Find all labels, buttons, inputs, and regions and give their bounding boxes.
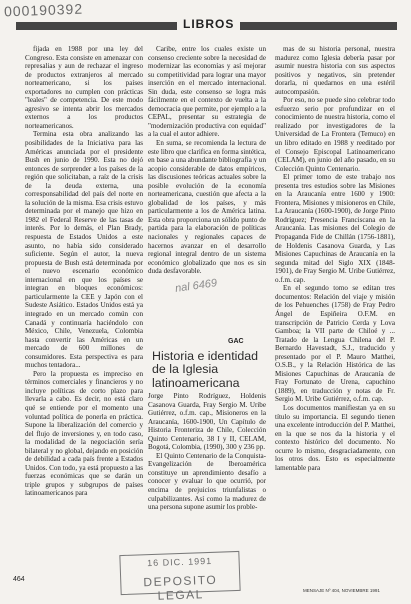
- column-1: [25, 45, 143, 593]
- page-number: 464: [13, 576, 25, 583]
- column-3-paragraph-5: Los documentos manifiestan ya en su título su importancia. El segundo tienen una excelente introducción del P. Matthei, en la que se nos da la historia y el contexto histórico del documento. No ocurre lo mismo, desgraciadamente, con los otros dos. Esto es especialmente lamentable para: [275, 403, 395, 472]
- column-1-paragraph-2: Termina esta obra analizando las posibilidades de la Iniciativa para las Américas anunciada por el presidente Bush en junio de 1990. Esta no dejó entonces de sorprender a los países de la región que solicitaban, a raíz de la crisis de la deuda externa, una corresponsabilidad del país del norte en la solución de la misma. Esa crisis estuvo determinada por el manejo que hizo en 1982 el Federal Reserve de las tasas de interés. Por lo demás, el Plan Brady, respuesta de Estados Unidos a este asunto, no había sido considerado suficiente. Según el autor, la nueva propuesta de Bush está determinada por el nuevo escenario económico internacional en que los países se integran en bloques económicos: particularmente la CEE y Japón con el Sudeste Asiático. Estados Unidos está ya integrado en un mercado común con Canadá y continuaría haciéndolo con México, Chile, Venezuela, Colombia hasta convertir las Américas en un mercado de 600 millones de consumidores. Esta perspectiva es para muchos tentadora...: [25, 130, 143, 370]
- deposit-stamp: [119, 551, 240, 603]
- stamp-date: 16 DIC. 1991: [146, 555, 213, 569]
- column-2: [148, 45, 266, 335]
- column-3-paragraph-4: En el segundo tomo se editan tres documentos: Relación del viaje y misión de los Pehuenches (1758) de Fray Pedro Ángel de Espiñeira O.F.M. en transcripción de Patricio Cerda y Lova Gamboa; la VII parte de Chiloé y ... Tratado de la Lengua Chilena del P. Bernardo Havestadt, S.J., traducido y presentado por el P. Mauro Matthei, O.S.B., y la Relación Histórica de las Misiones Capuchinas de Araucanía de Fray Fortunato de Urena, capuchino (1889), en traducción y notas de Fr. Sergio M. Uribe Gutiérrez, o.f.m. cap.: [275, 284, 395, 404]
- review-paragraph: El Quinto Centenario de la Conquista-Evangelización de Iberoamérica constituye un aprendimiento desafío a conocer y evaluar lo que ocurrió, por encima de prejuicios triunfalistas o culpabilizantes. Así como la madurez de una persona supone asumir los proble-: [148, 451, 266, 512]
- signature-initials: GAC: [228, 338, 244, 345]
- column-1-paragraph-1: fijada en 1988 por una ley del Congreso. Esta consiste en amenazar con represalias y aun de rechazar el ingreso de productos extranjeros al mercado norteamericano, si los países exportadores no cumplen con prácticas "leales" de competencia. De este modo agresivo se intenta abrir los mercados externos a los productos norteamericanos.: [25, 45, 143, 130]
- column-3-paragraph-3: El primer tomo de este trabajo nos presenta tres estudios sobre las Misiones en la Araucanía entre 1600 y 1900: Frontera, Misiones y misioneros en Chile, La Araucanía (1600-1900), de Jorge Pinto Rodríguez; Presencia Franciscana en la Araucanía. Las misiones del Colegio de Propaganda Fide de Chillán (1756-1881), de Holdenis Casanova Guarda, y Las Misiones Capuchinas de Araucanía en la segunda mitad del Siglo XIX (1848-1901), de Fray Sergio M. Uribe Gutiérrez, o.f.m. cap.: [275, 173, 395, 284]
- review-title: Historia e identidad de la Iglesia latinoamericana: [152, 349, 259, 390]
- section-label: LIBROS: [177, 17, 240, 31]
- column-2-paragraph-2: En suma, se recomienda la lectura de este libro que clarifica en forma sintética, en base a una abundante bibliografía y un acopio considerable de datos empíricos, las discusiones teóricas actuales sobre la posible evolución de la economía norteamericana, cuestión que afecta a la globalidad de los países, y más particularmente a los de América latina. Esta obra proporciona un sólido punto de partida para la elaboración de políticas nacionales y regionales capaces de hacernos avanzar en el desarrollo regional integral dentro de un sistema económico globalizado que nos es sin duda desfavorable.: [148, 139, 266, 276]
- journal-footer: MENSAJE Nº 404, NOVIEMBRE 1991: [303, 588, 380, 593]
- column-1-paragraph-3: Pero la propuesta es impreciso en términos comerciales y financieros y no incluye políticas de corto plazo para llevarla a cabo. Es decir, no está claro qué se entiende por el momento una voluntad política de ponerla en práctica. Supone la liberalización del comercio y del flujo de inversiones y, en todo caso, la modalidad de la negociación sería bilateral y no global, dejando en posición de debilidad a cada país frente a Estados Unidos. Con todo, ya está propuesto a las fuerzas económicas que se darán un triple grupos y subgrupos de países latinoamericanos para: [25, 369, 143, 498]
- column-3-paragraph-2: Por eso, no se puede sino celebrar todo esfuerzo serio por profundizar en el conocimiento de nuestra historia, como el realizado por investigadores de la Universidad de La Frontera (Temuco) en un libro editado en 1988 y reeditado por el Consejo Episcopal Latinoamericano (CELAM), en junio del año pasado, en su Colección Quinto Centenario.: [275, 96, 395, 173]
- stamp-label: DEPOSITO LEGAL: [143, 572, 218, 603]
- handwritten-note: nal 6469: [174, 277, 218, 295]
- review-reference: Jorge Pinto Rodríguez, Holdenis Casanova Guarda, Fray Sergio M. Uribe Gutiérrez, o.f.m. cap., Misioneros en la Araucanía, 1600-1900, Un Capítulo de Historia Fronteriza de Chile, Colección Quinto Centenario, 38 I y II, CELAM, Bogotá, Colombia, (1990), 300 y 236 pp.: [148, 392, 266, 452]
- catalog-number: 000190392: [3, 0, 84, 20]
- column-2-paragraph-1: Caribe, entre los cuales existe un consenso creciente sobre la necesidad de modernizar las economías y así mejorar su competitividad para lograr una mayor inserción en el mercado internacional. Sin duda, este consenso se logra más fácilmente en el contexto de vuelta a la democracia que permite, por ejemplo a la CEPAL, presentar su estrategia de "modernización productiva con equidad" a la cual el autor adhiere.: [148, 45, 266, 139]
- column-3-paragraph-1: mas de su historia personal, nuestra madurez como Iglesia debería pasar por asumir nuestra historia con sus aspectos positivos y negativos, sin pretender dorarla, ni quedarnos en una estéril autocompasión.: [275, 45, 395, 96]
- column-3: [275, 45, 395, 585]
